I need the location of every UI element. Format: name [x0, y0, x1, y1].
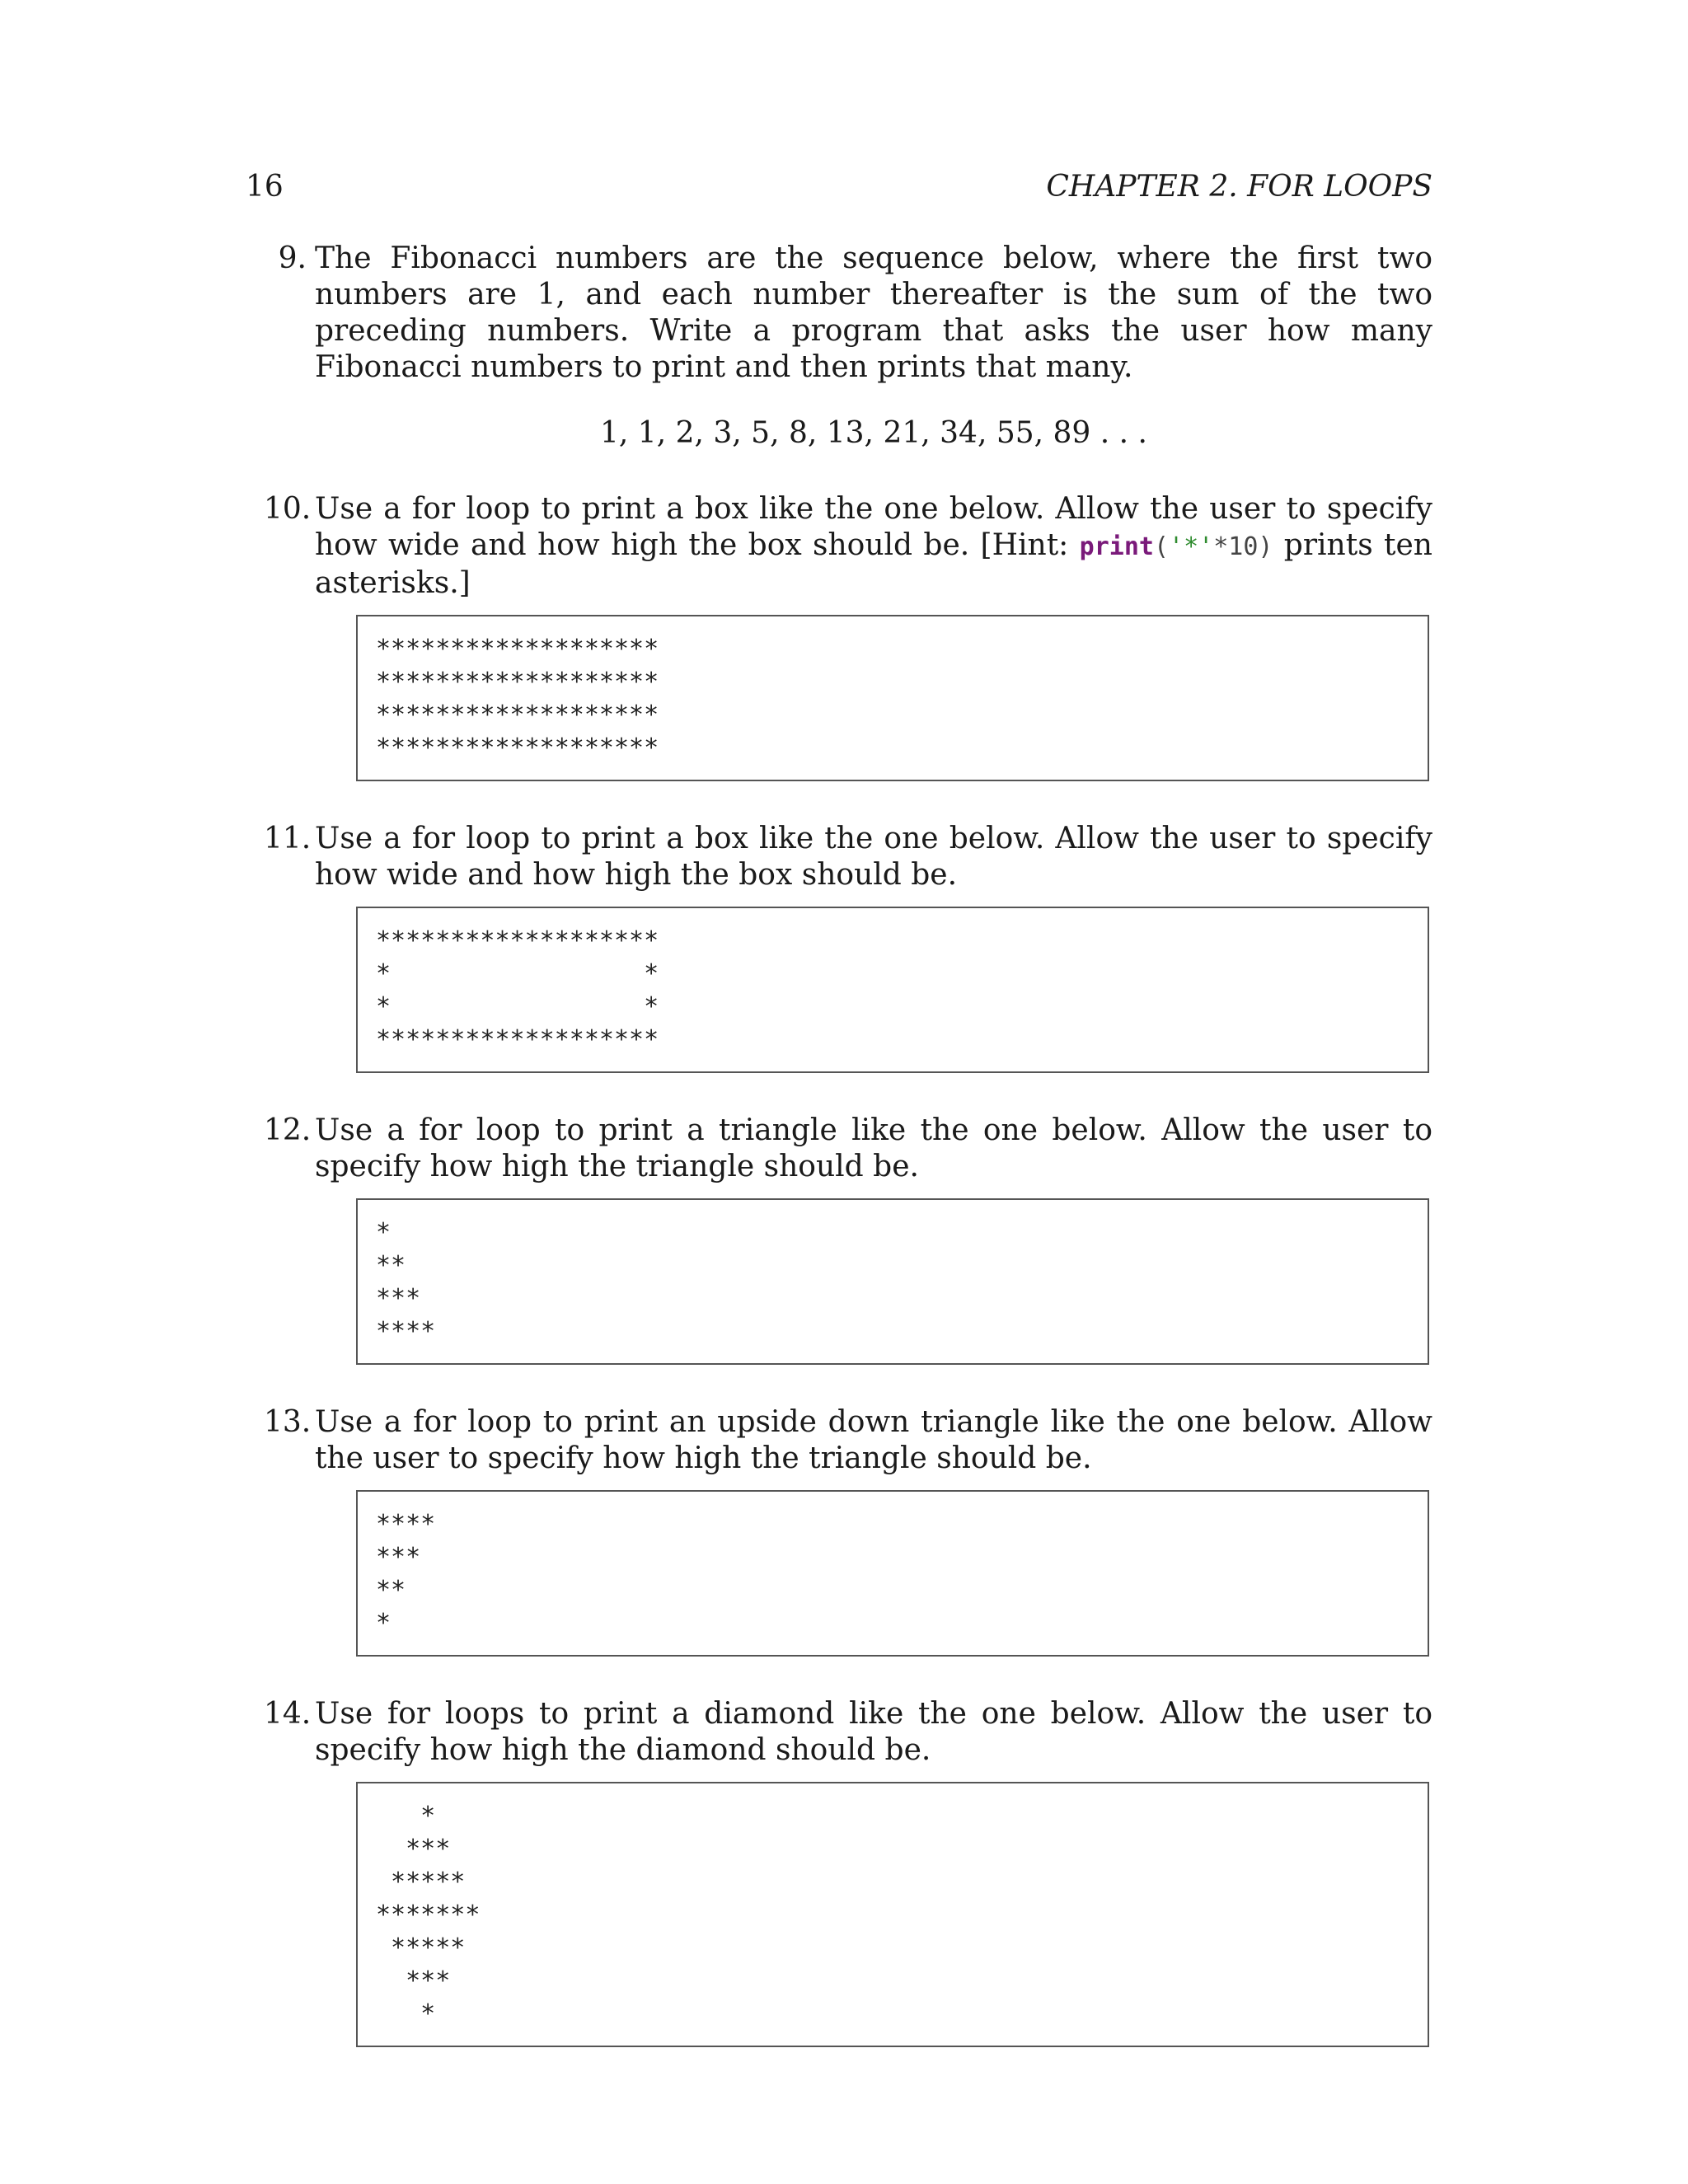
exercise-text-before-code: Use a for loop to print a box like the one below. Allow the user to specify how wide and how high the box should be. [Hint:	[315, 492, 1432, 562]
exercise-text-after-code: prints ten asterisks.]	[315, 528, 1432, 600]
output-box	[356, 1782, 1429, 2047]
output-line: **	[376, 1576, 406, 1605]
code-string: '*'	[1169, 532, 1214, 561]
exercise-text: The Fibonacci numbers are the sequence below, where the first two numbers are 1, and each number thereafter is the sum of the two preceding numbers. Write a program that asks the user how many Fibonacci numbers to print and then prints that many.	[315, 241, 1432, 384]
output-line: ***	[376, 1284, 421, 1313]
output-line: ***	[376, 1835, 451, 1863]
output-line: *******************	[376, 926, 659, 955]
output-line: ***	[376, 1543, 421, 1572]
exercise-10	[264, 491, 1432, 781]
output-line: *****	[376, 1868, 466, 1896]
exercise-11	[264, 821, 1432, 1073]
exercise-number: 11.	[264, 822, 312, 855]
page-number: 16	[246, 170, 284, 204]
exercise-number: 14.	[264, 1697, 312, 1731]
output-line: *******************	[376, 733, 659, 762]
chapter-title: CHAPTER 2. FOR LOOPS	[1046, 170, 1432, 204]
code-rest: *10)	[1213, 532, 1273, 561]
inline-code	[1080, 532, 1273, 561]
exercise-text: Use a for loop to print an upside down triangle like the one below. Allow the user to specify how high the triangle should be.	[315, 1405, 1432, 1475]
output-box	[356, 907, 1429, 1073]
code-keyword: print	[1079, 532, 1154, 561]
code-paren: (	[1153, 532, 1170, 561]
exercise-text: Use a for loop to print a triangle like the one below. Allow the user to specify how high the triangle should be.	[315, 1113, 1432, 1183]
output-line: *******************	[376, 668, 659, 696]
exercise-12	[264, 1113, 1432, 1365]
output-line: *******************	[376, 1025, 659, 1054]
output-line: ****	[376, 1510, 436, 1539]
fibonacci-sequence: 1, 1, 2, 3, 5, 8, 13, 21, 34, 55, 89 . . .	[600, 416, 1147, 450]
output-line: ***	[376, 1966, 451, 1995]
output-line: ****	[376, 1317, 436, 1346]
exercise-number: 10.	[264, 492, 312, 526]
exercise-list	[264, 241, 1432, 2087]
output-line: * *	[376, 959, 659, 988]
output-line: *	[376, 1802, 436, 1830]
output-line: *******	[376, 1900, 481, 1929]
output-line: *****	[376, 1933, 466, 1962]
exercise-9	[264, 241, 1432, 452]
output-line: *******************	[376, 635, 659, 663]
output-line: *	[376, 1218, 392, 1247]
output-line: * *	[376, 992, 659, 1021]
output-line: *	[376, 1999, 436, 2028]
output-line: *******************	[376, 701, 659, 729]
output-box	[356, 1490, 1429, 1657]
exercise-number: 9.	[278, 241, 307, 275]
exercise-text: Use a for loop to print a box like the one below. Allow the user to specify how wide and how high the box should be.	[315, 822, 1432, 892]
output-box	[356, 1198, 1429, 1365]
output-line: *	[376, 1609, 392, 1638]
output-line: **	[376, 1251, 406, 1280]
exercise-text: Use for loops to print a diamond like the one below. Allow the user to specify how high the diamond should be.	[315, 1697, 1432, 1767]
page-header	[246, 170, 1432, 211]
exercise-14	[264, 1696, 1432, 2047]
exercise-number: 13.	[264, 1405, 312, 1439]
exercise-13	[264, 1404, 1432, 1657]
exercise-text	[315, 491, 1432, 602]
exercise-number: 12.	[264, 1113, 312, 1147]
output-box	[356, 615, 1429, 781]
